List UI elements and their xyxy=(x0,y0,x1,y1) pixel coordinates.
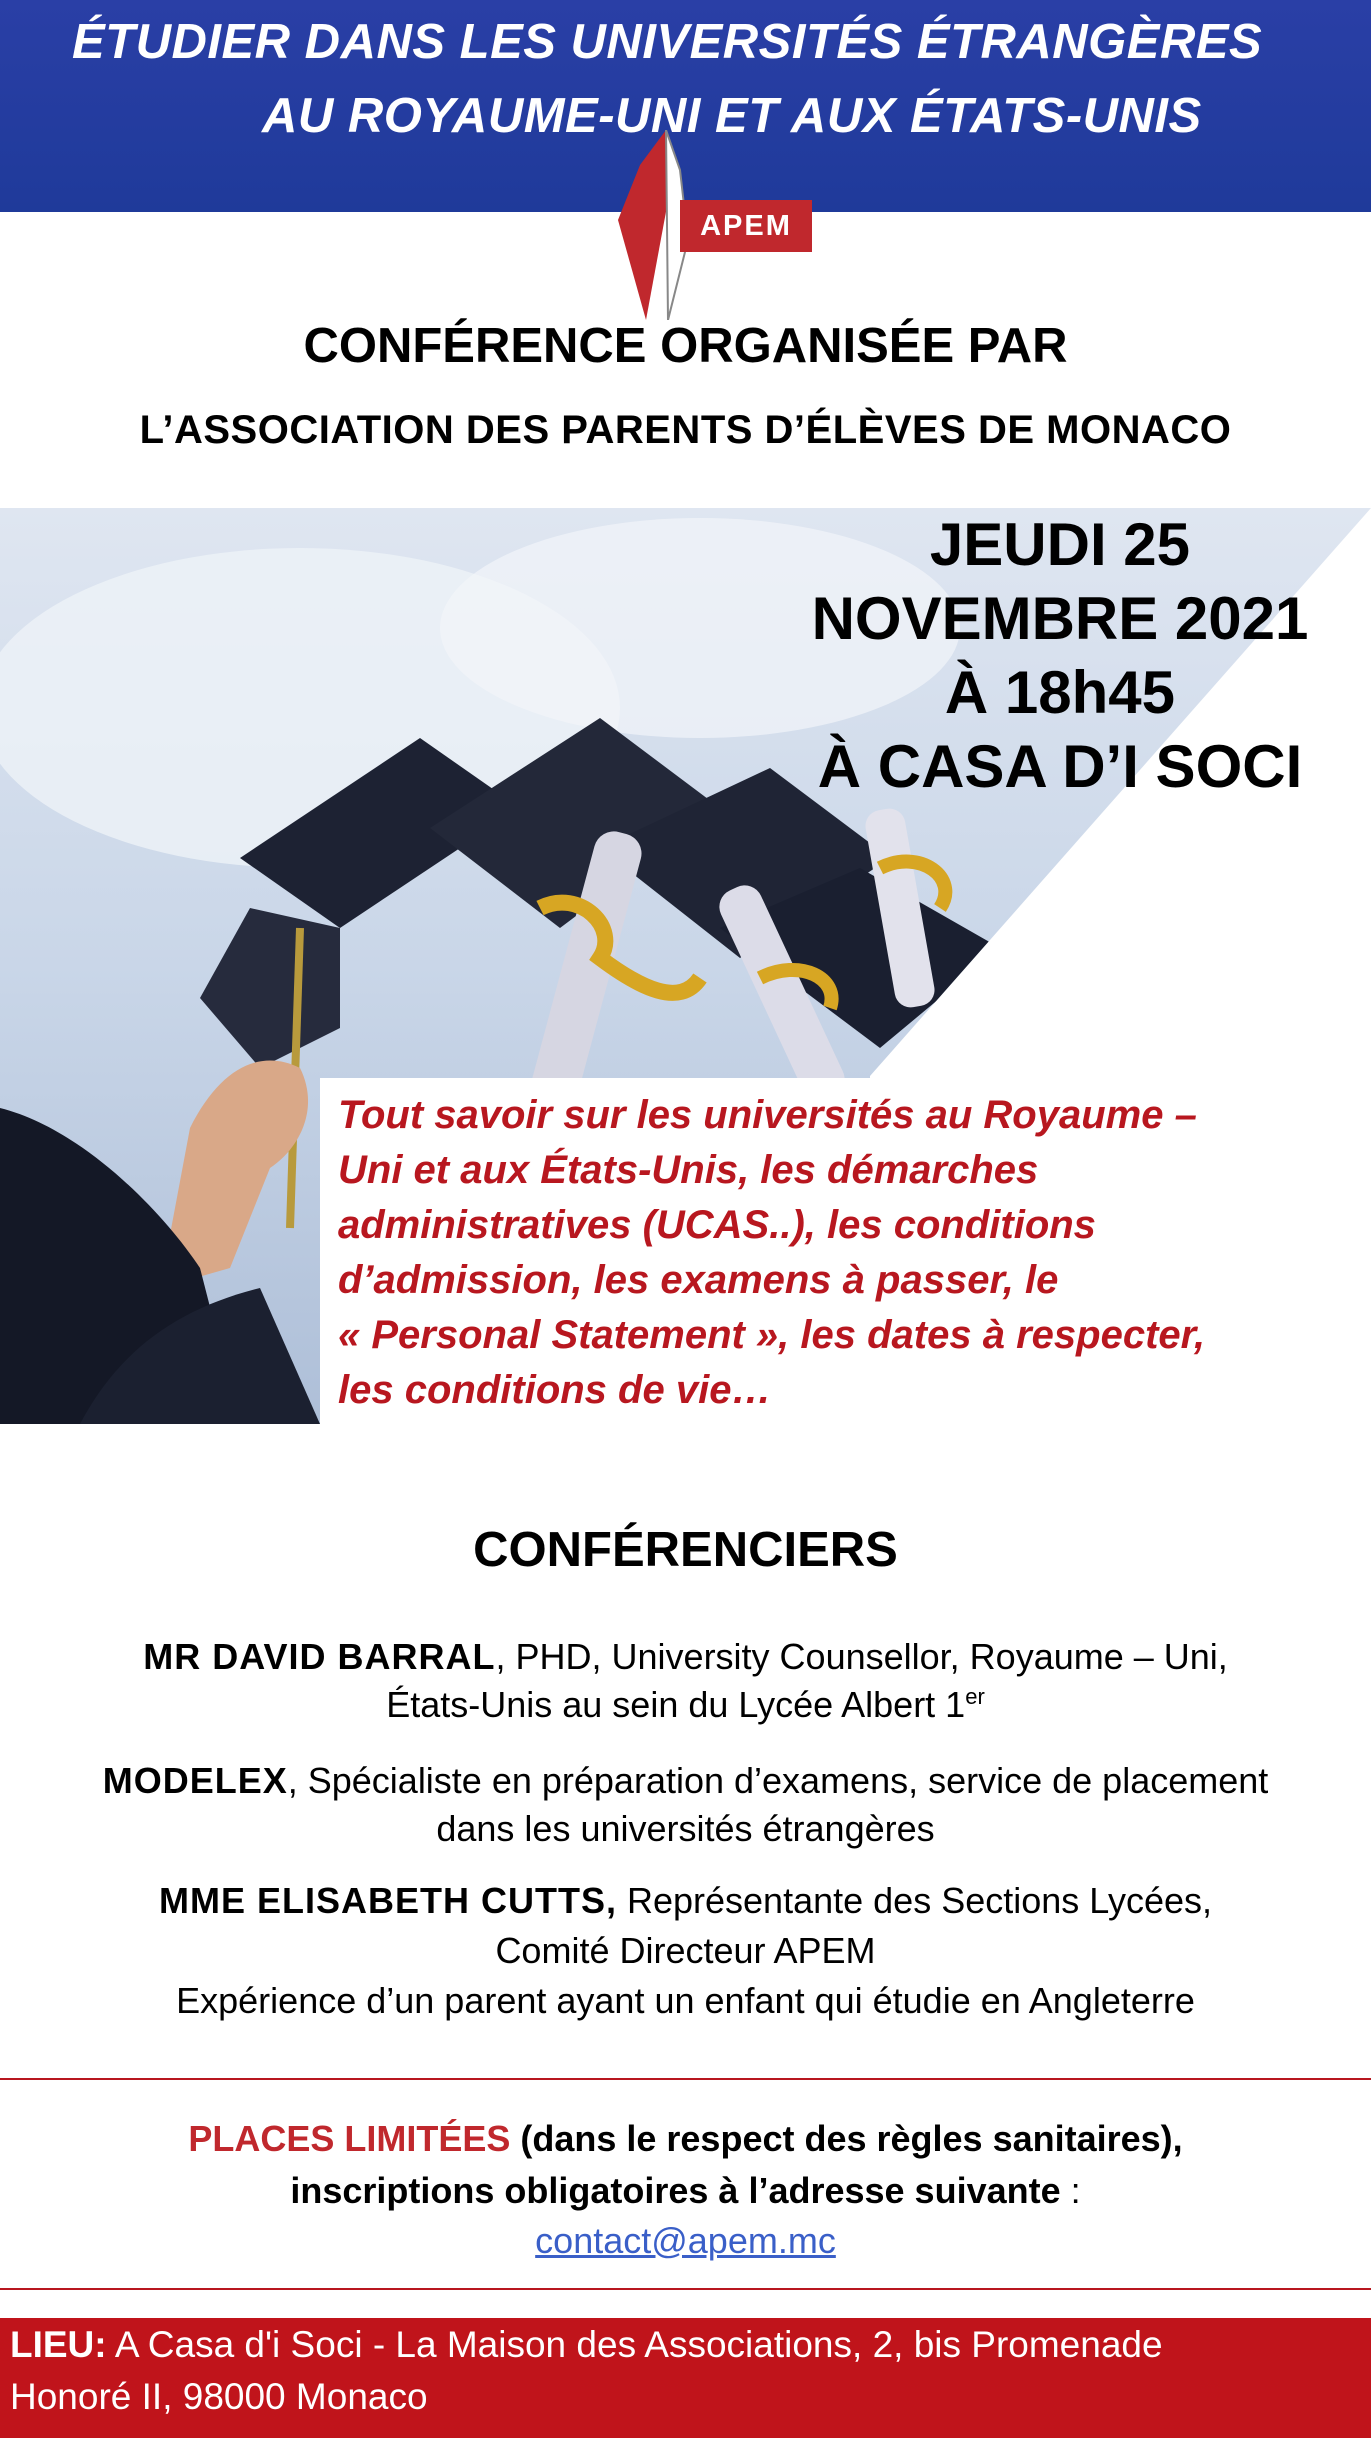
event-day: JEUDI 25 xyxy=(929,511,1191,578)
speaker-1-name: MR DAVID BARRAL xyxy=(143,1636,496,1677)
places-highlight: PLACES LIMITÉES xyxy=(188,2118,511,2159)
speaker-3-line2: Comité Directeur APEM xyxy=(495,1930,876,1971)
description-line: les conditions de vie… xyxy=(338,1368,772,1412)
footer-location xyxy=(0,2318,1371,2438)
footer-label: LIEU: xyxy=(10,2324,107,2365)
event-time: À 18h45 xyxy=(944,659,1176,726)
footer-address: A Casa d'i Soci - La Maison des Associations, 2, bis Promenade xyxy=(106,2324,1163,2365)
description-line: d’admission, les examens à passer, le xyxy=(338,1258,1059,1302)
organizer-line1: CONFÉRENCE ORGANISÉE PAR xyxy=(303,319,1068,373)
places-line2-text: inscriptions obligatoires à l’adresse suivante xyxy=(290,2170,1061,2211)
speaker-2-line2: dans les universités étrangères xyxy=(436,1808,935,1849)
speaker-2-text: , Spécialiste en préparation d’examens, service de placement xyxy=(287,1760,1269,1801)
event-month-year: NOVEMBRE 2021 xyxy=(811,585,1309,652)
speaker-1-text2: États-Unis au sein du Lycée Albert 1 xyxy=(386,1684,966,1725)
description-line: Tout savoir sur les universités au Royaume – xyxy=(338,1093,1197,1137)
speaker-1-line1 xyxy=(0,1636,1371,1678)
description-line: administratives (UCAS..), les conditions xyxy=(338,1203,1096,1247)
header-title-line1: ÉTUDIER DANS LES UNIVERSITÉS ÉTRANGÈRES xyxy=(72,15,1263,69)
description-block xyxy=(338,1088,1358,1418)
places-line2 xyxy=(0,2170,1371,2212)
places-rest: (dans le respect des règles sanitaires), xyxy=(510,2118,1183,2159)
contact-email-link[interactable]: contact@apem.mc xyxy=(535,2220,836,2261)
speaker-1-sup: er xyxy=(965,1684,985,1709)
places-email-row xyxy=(0,2220,1371,2262)
speaker-3-text: Représentante des Sections Lycées, xyxy=(616,1880,1213,1921)
divider-bottom xyxy=(0,2288,1371,2290)
description-line: Uni et aux États-Unis, les démarches xyxy=(338,1148,1039,1192)
places-line1 xyxy=(0,2118,1371,2160)
speaker-2-line1 xyxy=(0,1760,1371,1802)
organizer-line2: L’ASSOCIATION DES PARENTS D’ÉLÈVES DE MONACO xyxy=(139,408,1232,452)
speaker-1-line2 xyxy=(0,1684,1371,1726)
divider-top xyxy=(0,2078,1371,2080)
places-colon: : xyxy=(1060,2170,1081,2211)
apem-logo-text: APEM xyxy=(680,200,812,252)
event-place: À CASA D’I SOCI xyxy=(817,733,1303,800)
speaker-3-name: MME ELISABETH CUTTS, xyxy=(158,1880,617,1921)
footer-line1 xyxy=(10,2324,1163,2366)
speakers-title: CONFÉRENCIERS xyxy=(473,1523,898,1577)
footer-line2: Honoré II, 98000 Monaco xyxy=(10,2376,428,2417)
header-title-line2: AU ROYAUME-UNI ET AUX ÉTATS-UNIS xyxy=(262,89,1202,143)
speaker-3-line1 xyxy=(0,1880,1371,1922)
speaker-3-line3: Expérience d’un parent ayant un enfant qui étudie en Angleterre xyxy=(176,1980,1195,2021)
description-line: « Personal Statement », les dates à respecter, xyxy=(338,1313,1206,1357)
speaker-2-name: MODELEX xyxy=(102,1760,288,1801)
speaker-1-text: , PHD, University Counsellor, Royaume – Uni, xyxy=(495,1636,1228,1677)
